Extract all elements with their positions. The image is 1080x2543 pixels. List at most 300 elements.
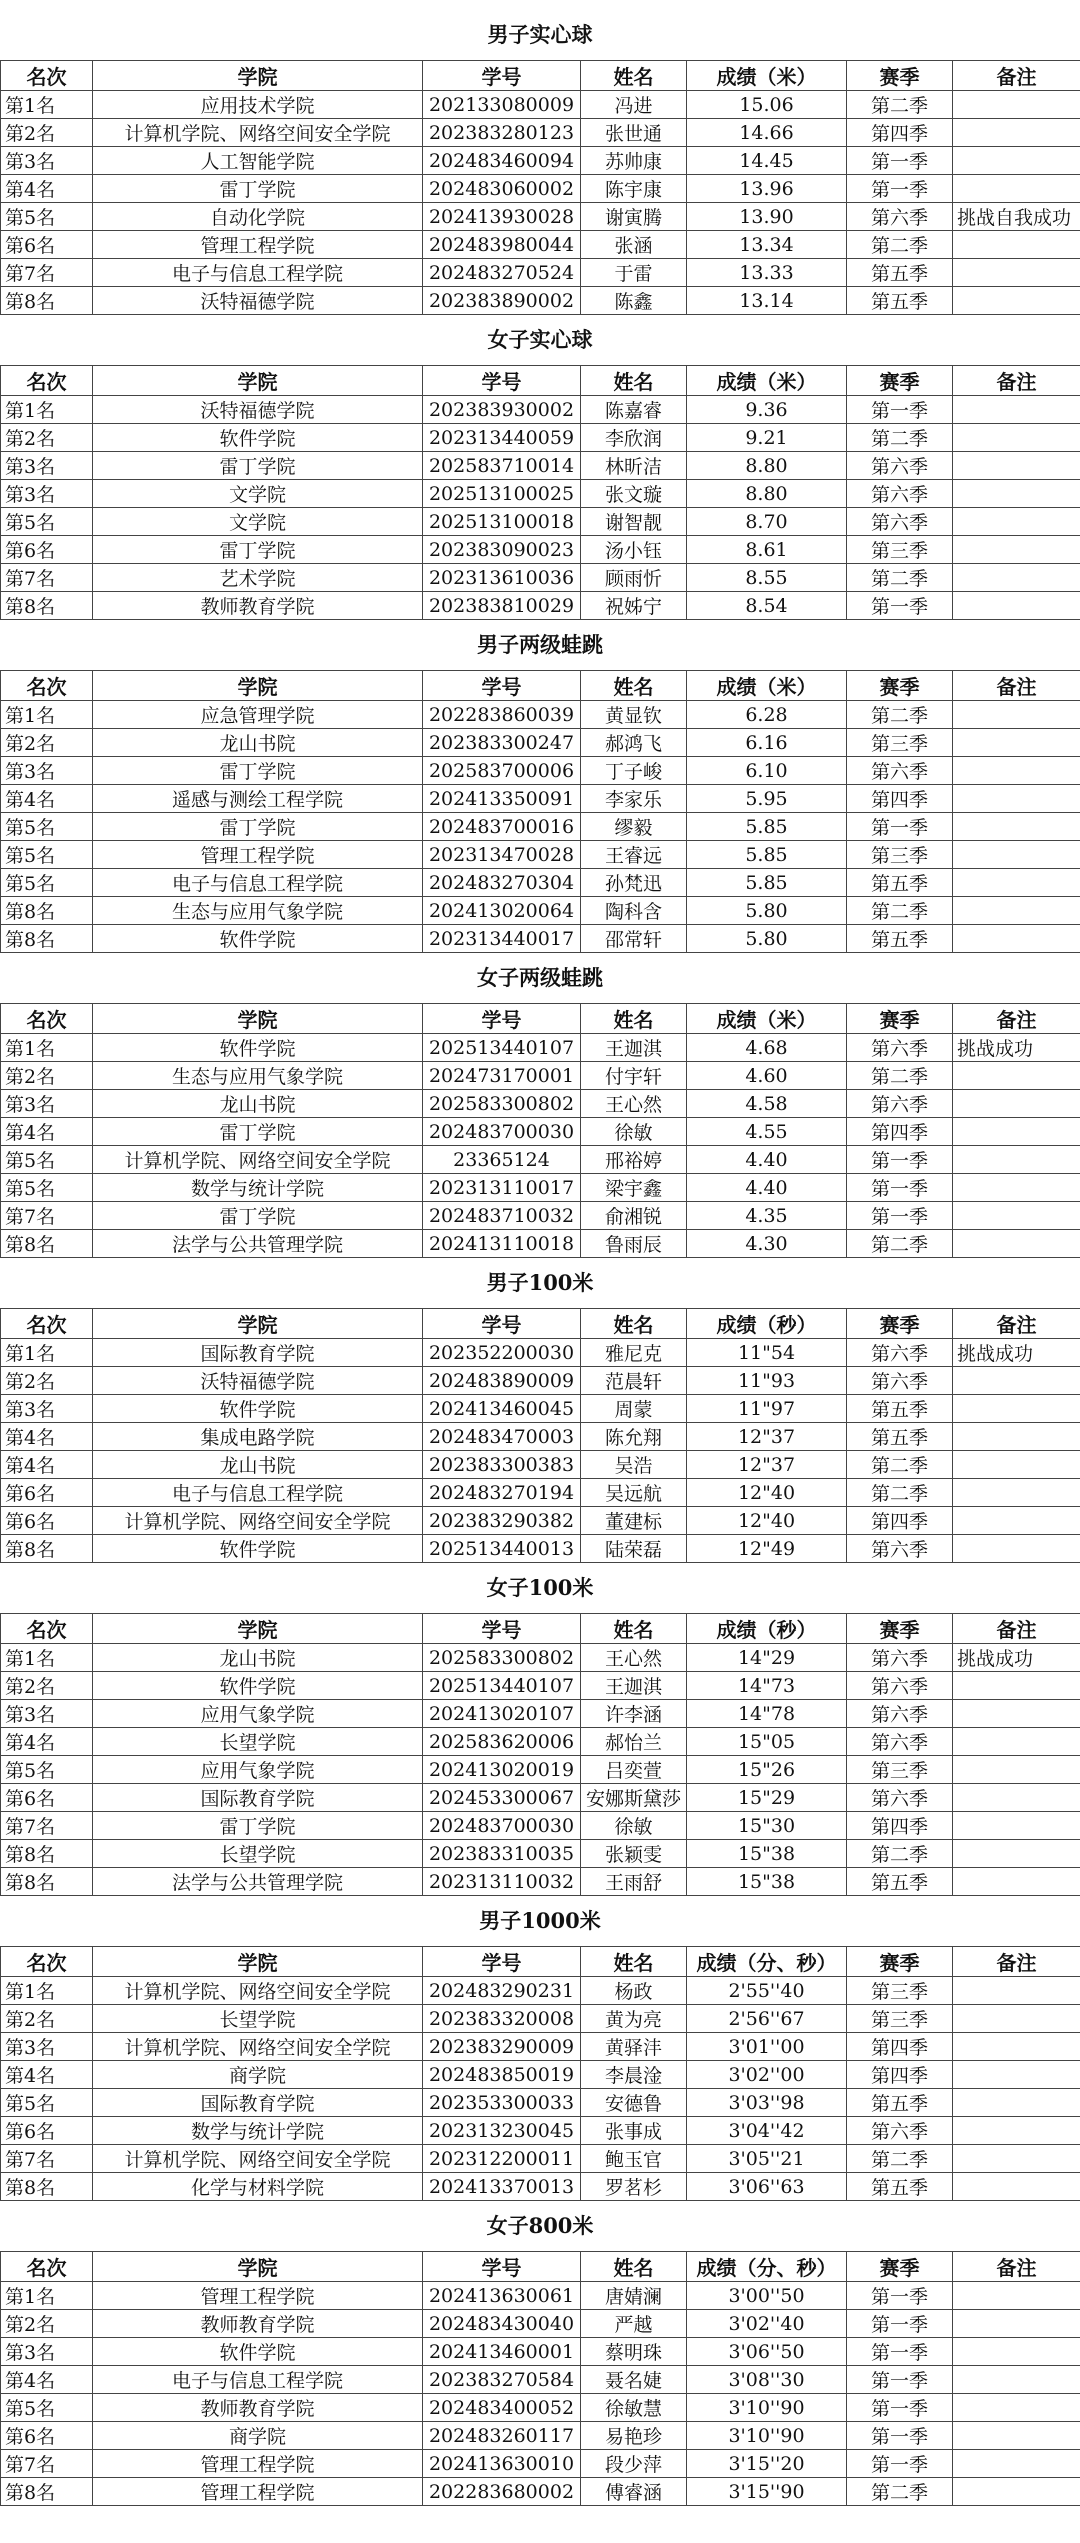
student-id-cell: 202483850019 [423,2061,581,2089]
ranking-table [0,365,1080,620]
season-cell: 第四季 [847,2033,953,2061]
season-cell: 第一季 [847,2338,953,2366]
rank-cell: 第8名 [1,1868,93,1896]
note-cell [953,2478,1080,2506]
header-student-id: 学号 [423,366,581,396]
college-cell: 沃特福德学院 [93,1367,423,1395]
season-cell: 第六季 [847,1367,953,1395]
note-cell [953,2422,1080,2450]
table-row [1,2310,1080,2338]
table-row [1,1034,1080,1062]
college-cell: 长望学院 [93,1840,423,1868]
note-cell [953,1451,1080,1479]
college-cell: 计算机学院、网络空间安全学院 [93,2145,423,2173]
student-id-cell: 202383290009 [423,2033,581,2061]
table-row [1,1395,1080,1423]
student-id-cell: 202483270194 [423,1479,581,1507]
season-cell: 第六季 [847,452,953,480]
name-cell: 徐敏慧 [581,2394,687,2422]
score-cell: 4.55 [687,1118,847,1146]
note-cell [953,2310,1080,2338]
note-cell [953,91,1080,119]
table-row [1,91,1080,119]
section-title: 男子1000米 [479,1908,601,1933]
student-id-cell: 202312200011 [423,2145,581,2173]
section-title: 女子800米 [486,2213,594,2238]
student-id-cell: 202383290382 [423,1507,581,1535]
score-cell: 12"40 [687,1507,847,1535]
college-cell: 电子与信息工程学院 [93,869,423,897]
table-row [1,1202,1080,1230]
name-cell: 吕奕萱 [581,1756,687,1784]
season-cell: 第五季 [847,259,953,287]
rank-cell: 第7名 [1,2145,93,2173]
name-cell: 郝鸿飞 [581,729,687,757]
name-cell: 梁宇鑫 [581,1174,687,1202]
score-cell: 8.61 [687,536,847,564]
student-id-cell: 202352200030 [423,1339,581,1367]
name-cell: 王心然 [581,1644,687,1672]
header-rank: 名次 [1,1309,93,1339]
college-cell: 软件学院 [93,1672,423,1700]
season-cell: 第一季 [847,813,953,841]
note-cell: 挑战自我成功 [953,203,1080,231]
table-row [1,2061,1080,2089]
note-cell [953,1868,1080,1896]
student-id-cell: 202413020107 [423,1700,581,1728]
college-cell: 教师教育学院 [93,592,423,620]
note-cell: 挑战成功 [953,1339,1080,1367]
name-cell: 王迦淇 [581,1672,687,1700]
header-season: 赛季 [847,366,953,396]
table-row [1,1700,1080,1728]
student-id-cell: 202483700016 [423,813,581,841]
score-cell: 9.36 [687,396,847,424]
name-cell: 严越 [581,2310,687,2338]
note-cell [953,2173,1080,2201]
student-id-cell: 202383930002 [423,396,581,424]
rank-cell: 第2名 [1,424,93,452]
note-cell [953,175,1080,203]
header-note: 备注 [953,1614,1080,1644]
section-title: 女子两级蛙跳 [477,965,603,990]
ranking-table [0,60,1080,315]
rank-cell: 第3名 [1,480,93,508]
name-cell: 陈宇康 [581,175,687,203]
name-cell: 李欣润 [581,424,687,452]
rank-cell: 第6名 [1,1479,93,1507]
table-row [1,147,1080,175]
student-id-cell: 202383310035 [423,1840,581,1868]
score-cell: 13.90 [687,203,847,231]
rank-cell: 第4名 [1,1118,93,1146]
name-cell: 孙梵迅 [581,869,687,897]
college-cell: 商学院 [93,2422,423,2450]
score-cell: 13.33 [687,259,847,287]
student-id-cell: 202483270524 [423,259,581,287]
season-cell: 第四季 [847,1118,953,1146]
table-row [1,175,1080,203]
header-college: 学院 [93,61,423,91]
season-cell: 第六季 [847,1339,953,1367]
student-id-cell: 202583300802 [423,1644,581,1672]
season-cell: 第一季 [847,592,953,620]
score-cell: 4.30 [687,1230,847,1258]
name-cell: 缪毅 [581,813,687,841]
note-cell [953,1395,1080,1423]
score-cell: 11"93 [687,1367,847,1395]
score-cell: 3'01''00 [687,2033,847,2061]
score-cell: 3'02''00 [687,2061,847,2089]
name-cell: 陈嘉睿 [581,396,687,424]
rank-cell: 第2名 [1,119,93,147]
score-cell: 2'56''67 [687,2005,847,2033]
name-cell: 陆荣磊 [581,1535,687,1563]
table-header-row [1,61,1080,91]
note-cell [953,2282,1080,2310]
header-rank: 名次 [1,61,93,91]
header-student-id: 学号 [423,1004,581,1034]
name-cell: 谢智靓 [581,508,687,536]
name-cell: 俞湘锐 [581,1202,687,1230]
rank-cell: 第6名 [1,231,93,259]
season-cell: 第一季 [847,175,953,203]
student-id-cell: 202483980044 [423,231,581,259]
season-cell: 第四季 [847,785,953,813]
header-rank: 名次 [1,1614,93,1644]
name-cell: 陶科含 [581,897,687,925]
table-row [1,841,1080,869]
student-id-cell: 202313440059 [423,424,581,452]
table-row [1,231,1080,259]
score-cell: 12"49 [687,1535,847,1563]
name-cell: 李家乐 [581,785,687,813]
score-cell: 4.58 [687,1090,847,1118]
score-cell: 5.80 [687,897,847,925]
score-cell: 15"38 [687,1868,847,1896]
name-cell: 于雷 [581,259,687,287]
name-cell: 邢裕婷 [581,1146,687,1174]
college-cell: 沃特福德学院 [93,396,423,424]
college-cell: 应用气象学院 [93,1700,423,1728]
season-cell: 第一季 [847,2366,953,2394]
rank-cell: 第3名 [1,2033,93,2061]
score-cell: 13.96 [687,175,847,203]
note-cell [953,2394,1080,2422]
college-cell: 国际教育学院 [93,1339,423,1367]
rank-cell: 第6名 [1,1507,93,1535]
student-id-cell: 202383270584 [423,2366,581,2394]
note-cell [953,592,1080,620]
college-cell: 软件学院 [93,925,423,953]
college-cell: 化学与材料学院 [93,2173,423,2201]
name-cell: 顾雨忻 [581,564,687,592]
season-cell: 第一季 [847,2282,953,2310]
student-id-cell: 202353300033 [423,2089,581,2117]
note-cell [953,147,1080,175]
score-cell: 3'15''90 [687,2478,847,2506]
student-id-cell: 202313610036 [423,564,581,592]
score-cell: 12"37 [687,1423,847,1451]
student-id-cell: 202483400052 [423,2394,581,2422]
note-cell [953,1977,1080,2005]
student-id-cell: 202583710014 [423,452,581,480]
score-cell: 3'10''90 [687,2394,847,2422]
name-cell: 罗茗杉 [581,2173,687,2201]
season-cell: 第六季 [847,1700,953,1728]
college-cell: 软件学院 [93,1034,423,1062]
note-cell [953,1367,1080,1395]
header-student-id: 学号 [423,671,581,701]
student-id-cell: 202513100018 [423,508,581,536]
note-cell [953,2338,1080,2366]
college-cell: 计算机学院、网络空间安全学院 [93,119,423,147]
name-cell: 雅尼克 [581,1339,687,1367]
header-name: 姓名 [581,1947,687,1977]
table-row [1,785,1080,813]
rank-cell: 第7名 [1,1812,93,1840]
note-cell [953,1146,1080,1174]
season-cell: 第一季 [847,2310,953,2338]
table-row [1,2450,1080,2478]
season-cell: 第五季 [847,1868,953,1896]
header-college: 学院 [93,1947,423,1977]
score-cell: 3'02''40 [687,2310,847,2338]
rank-cell: 第4名 [1,785,93,813]
college-cell: 教师教育学院 [93,2310,423,2338]
college-cell: 雷丁学院 [93,1812,423,1840]
note-cell [953,1479,1080,1507]
score-cell: 6.16 [687,729,847,757]
score-cell: 5.85 [687,841,847,869]
section-title: 女子实心球 [487,327,593,352]
table-row [1,1423,1080,1451]
rank-cell: 第1名 [1,2282,93,2310]
name-cell: 董建标 [581,1507,687,1535]
note-cell [953,841,1080,869]
score-cell: 3'04''42 [687,2117,847,2145]
name-cell: 李晨淦 [581,2061,687,2089]
rank-cell: 第7名 [1,1202,93,1230]
note-cell [953,2089,1080,2117]
rank-cell: 第2名 [1,2310,93,2338]
score-cell: 14.66 [687,119,847,147]
name-cell: 祝姊宁 [581,592,687,620]
season-cell: 第一季 [847,147,953,175]
season-cell: 第二季 [847,1062,953,1090]
header-note: 备注 [953,1947,1080,1977]
score-cell: 2'55''40 [687,1977,847,2005]
college-cell: 计算机学院、网络空间安全学院 [93,1507,423,1535]
college-cell: 管理工程学院 [93,2478,423,2506]
student-id-cell: 202583300802 [423,1090,581,1118]
name-cell: 杨政 [581,1977,687,2005]
college-cell: 龙山书院 [93,1451,423,1479]
header-rank: 名次 [1,1004,93,1034]
score-cell: 3'06''50 [687,2338,847,2366]
season-cell: 第二季 [847,2478,953,2506]
college-cell: 软件学院 [93,1395,423,1423]
name-cell: 唐婧澜 [581,2282,687,2310]
note-cell [953,897,1080,925]
note-cell [953,813,1080,841]
header-student-id: 学号 [423,1309,581,1339]
college-cell: 文学院 [93,508,423,536]
name-cell: 吴远航 [581,1479,687,1507]
student-id-cell: 202413460001 [423,2338,581,2366]
note-cell [953,287,1080,315]
rank-cell: 第1名 [1,1339,93,1367]
student-id-cell: 202483460094 [423,147,581,175]
name-cell: 吴浩 [581,1451,687,1479]
rank-cell: 第1名 [1,91,93,119]
season-cell: 第二季 [847,231,953,259]
table-row [1,2005,1080,2033]
season-cell: 第六季 [847,1034,953,1062]
student-id-cell: 202383300247 [423,729,581,757]
name-cell: 徐敏 [581,1812,687,1840]
college-cell: 龙山书院 [93,729,423,757]
table-row [1,1784,1080,1812]
score-cell: 13.34 [687,231,847,259]
score-cell: 8.70 [687,508,847,536]
table-row [1,1672,1080,1700]
note-cell: 挑战成功 [953,1644,1080,1672]
college-cell: 生态与应用气象学院 [93,897,423,925]
rank-cell: 第1名 [1,1034,93,1062]
student-id-cell: 202483700030 [423,1812,581,1840]
note-cell [953,2061,1080,2089]
rank-cell: 第4名 [1,175,93,203]
student-id-cell: 202583700006 [423,757,581,785]
score-cell: 15"38 [687,1840,847,1868]
note-cell [953,2033,1080,2061]
student-id-cell: 202383890002 [423,287,581,315]
season-cell: 第六季 [847,1728,953,1756]
season-cell: 第五季 [847,1423,953,1451]
note-cell [953,1507,1080,1535]
score-cell: 4.68 [687,1034,847,1062]
header-college: 学院 [93,1614,423,1644]
table-row [1,897,1080,925]
season-cell: 第三季 [847,1977,953,2005]
college-cell: 沃特福德学院 [93,287,423,315]
name-cell: 易艳珍 [581,2422,687,2450]
header-name: 姓名 [581,61,687,91]
college-cell: 法学与公共管理学院 [93,1868,423,1896]
table-header-row [1,1004,1080,1034]
season-cell: 第六季 [847,2117,953,2145]
college-cell: 电子与信息工程学院 [93,259,423,287]
table-header-row [1,2252,1080,2282]
note-cell [953,1174,1080,1202]
season-cell: 第三季 [847,536,953,564]
note-cell [953,1728,1080,1756]
rank-cell: 第3名 [1,452,93,480]
student-id-cell: 202483710032 [423,1202,581,1230]
header-student-id: 学号 [423,1614,581,1644]
score-cell: 8.80 [687,480,847,508]
college-cell: 应用技术学院 [93,91,423,119]
table-row [1,536,1080,564]
college-cell: 管理工程学院 [93,231,423,259]
rank-cell: 第8名 [1,2478,93,2506]
score-cell: 12"37 [687,1451,847,1479]
table-row [1,869,1080,897]
table-row [1,2282,1080,2310]
note-cell [953,1118,1080,1146]
student-id-cell: 202283860039 [423,701,581,729]
student-id-cell: 202483270304 [423,869,581,897]
note-cell [953,2117,1080,2145]
score-cell: 4.35 [687,1202,847,1230]
table-row [1,757,1080,785]
student-id-cell: 202483060002 [423,175,581,203]
season-cell: 第五季 [847,287,953,315]
table-row [1,1535,1080,1563]
season-cell: 第五季 [847,1395,953,1423]
college-cell: 雷丁学院 [93,757,423,785]
name-cell: 安德鲁 [581,2089,687,2117]
score-cell: 3'00''50 [687,2282,847,2310]
name-cell: 聂名婕 [581,2366,687,2394]
student-id-cell: 202483430040 [423,2310,581,2338]
name-cell: 张世通 [581,119,687,147]
college-cell: 管理工程学院 [93,2450,423,2478]
score-cell: 3'15''20 [687,2450,847,2478]
season-cell: 第二季 [847,564,953,592]
header-college: 学院 [93,671,423,701]
note-cell [953,1784,1080,1812]
score-cell: 15.06 [687,91,847,119]
student-id-cell: 202413020019 [423,1756,581,1784]
rank-cell: 第1名 [1,1644,93,1672]
table-row [1,729,1080,757]
season-cell: 第三季 [847,2005,953,2033]
student-id-cell: 202133080009 [423,91,581,119]
rank-cell: 第3名 [1,147,93,175]
college-cell: 雷丁学院 [93,536,423,564]
name-cell: 张涵 [581,231,687,259]
rank-cell: 第5名 [1,1756,93,1784]
table-row [1,1812,1080,1840]
rank-cell: 第5名 [1,2089,93,2117]
note-cell [953,2145,1080,2173]
student-id-cell: 202313230045 [423,2117,581,2145]
season-cell: 第六季 [847,1535,953,1563]
table-row [1,1451,1080,1479]
rank-cell: 第5名 [1,841,93,869]
name-cell: 谢寅腾 [581,203,687,231]
season-cell: 第一季 [847,396,953,424]
rank-cell: 第4名 [1,2366,93,2394]
student-id-cell: 202513440013 [423,1535,581,1563]
score-cell: 14"29 [687,1644,847,1672]
section-title: 男子两级蛙跳 [477,632,603,657]
note-cell [953,119,1080,147]
rank-cell: 第2名 [1,1672,93,1700]
college-cell: 管理工程学院 [93,841,423,869]
ranking-table [0,2251,1080,2506]
score-cell: 9.21 [687,424,847,452]
table-row [1,203,1080,231]
college-cell: 自动化学院 [93,203,423,231]
name-cell: 鲁雨辰 [581,1230,687,1258]
header-rank: 名次 [1,671,93,701]
student-id-cell: 202413460045 [423,1395,581,1423]
name-cell: 张颖雯 [581,1840,687,1868]
name-cell: 丁子峻 [581,757,687,785]
